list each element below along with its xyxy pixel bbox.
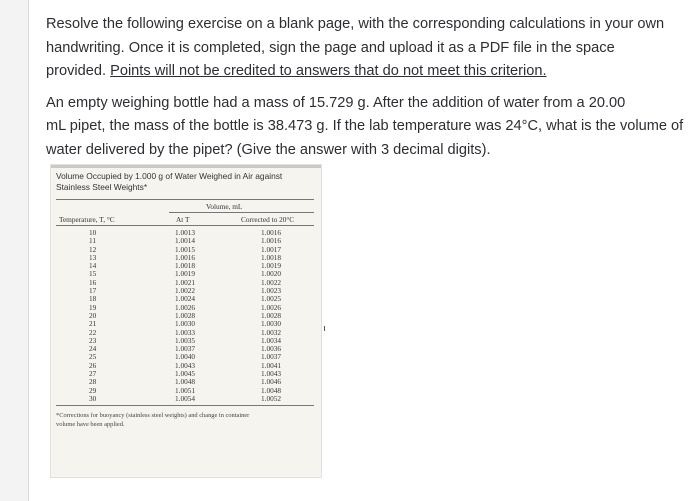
volume-corrected-cell: 1.0016	[261, 228, 282, 237]
table-title-line-2: Stainless Steel Weights*	[56, 182, 148, 192]
volume-corrected-cell: 1.0030	[261, 319, 282, 329]
question-prompt	[46, 13, 686, 162]
volume-at-t-cell: 1.0015	[175, 244, 196, 254]
volume-at-t-cell: 1.0016	[175, 252, 196, 262]
table-top-bar	[51, 165, 321, 168]
at-t-column	[175, 229, 195, 403]
volume-corrected-cell: 1.0037	[261, 352, 282, 362]
volume-at-t-cell: 1.0037	[175, 344, 196, 354]
instructions-line-2: handwriting. Once it is completed, sign the page and upload it as a PDF file in the space	[46, 39, 615, 56]
water-volume-table-image	[50, 164, 322, 478]
temperature-cell: 19	[89, 302, 97, 312]
volume-corrected-cell: 1.0034	[261, 335, 282, 345]
question-line-1: An empty weighing bottle had a mass of 15.729 g. After the addition of water from a 20.00	[46, 94, 626, 111]
table-footnote	[56, 411, 318, 429]
corrected-column	[261, 229, 281, 403]
volume-at-t-cell: 1.0051	[175, 385, 196, 395]
temperature-cell: 18	[89, 294, 97, 304]
volume-corrected-cell: 1.0020	[261, 269, 282, 279]
temperature-cell: 12	[89, 244, 97, 254]
table-top-rule	[56, 199, 314, 200]
temperature-cell: 15	[89, 269, 97, 279]
credit-criterion-note: Points will not be credited to answers that do not meet this criterion.	[110, 63, 547, 79]
temperature-column-header: Temperature, T, °C	[59, 215, 115, 224]
volume-corrected-cell: 1.0046	[261, 377, 282, 387]
volume-corrected-cell: 1.0018	[261, 252, 282, 262]
volume-at-t-cell: 1.0024	[175, 294, 196, 304]
volume-at-t-cell: 1.0035	[175, 335, 196, 345]
volume-at-t-cell: 1.0014	[175, 236, 196, 246]
volume-corrected-cell: 1.0022	[261, 277, 282, 287]
temperature-column	[89, 229, 96, 403]
volume-at-t-cell: 1.0045	[175, 369, 196, 379]
table-footnote-line-1: *Corrections for buoyancy (stainless steel weights) and change in container	[56, 412, 250, 419]
temperature-cell: 14	[89, 261, 97, 271]
question-line-3: water delivered by the pipet? (Give the answer with 3 decimal digits).	[46, 141, 491, 158]
volume-at-t-cell: 1.0019	[175, 269, 196, 279]
volume-corrected-cell: 1.0043	[261, 369, 282, 379]
volume-corrected-cell: 1.0041	[261, 360, 282, 370]
text-cursor-mark	[324, 326, 325, 331]
table-title	[56, 171, 316, 193]
volume-at-t-cell: 1.0048	[175, 377, 196, 387]
volume-at-t-cell: 1.0043	[175, 360, 196, 370]
volume-corrected-cell: 1.0048	[261, 385, 282, 395]
volume-at-t-cell: 1.0030	[175, 319, 196, 329]
volume-at-t-cell: 1.0021	[175, 277, 196, 287]
volume-at-t-cell: 1.0028	[175, 310, 196, 320]
temperature-cell: 22	[89, 327, 97, 337]
temperature-cell: 26	[89, 360, 97, 370]
volume-at-t-cell: 1.0040	[175, 352, 196, 362]
instructions-line-1: Resolve the following exercise on a blank page, with the corresponding calculations in your own	[46, 16, 665, 32]
table-title-line-1: Volume Occupied by 1.000 g of Water Weighed in Air against	[56, 171, 283, 181]
temperature-cell: 28	[89, 377, 97, 387]
volume-corrected-cell: 1.0016	[261, 236, 282, 246]
volume-corrected-cell: 1.0036	[261, 344, 282, 354]
volume-corrected-cell: 1.0023	[261, 286, 282, 296]
temperature-cell: 30	[89, 393, 97, 403]
temperature-cell: 21	[89, 319, 97, 329]
volume-corrected-cell: 1.0032	[261, 327, 282, 337]
temperature-cell: 20	[89, 310, 97, 320]
temperature-cell: 17	[89, 286, 97, 296]
temperature-cell: 16	[89, 277, 97, 287]
volume-corrected-cell: 1.0025	[261, 294, 282, 304]
temperature-cell: 10	[89, 228, 97, 237]
volume-corrected-cell: 1.0052	[261, 393, 282, 403]
volume-corrected-cell: 1.0017	[261, 244, 282, 254]
volume-at-t-cell: 1.0013	[175, 228, 196, 237]
volume-at-t-cell: 1.0022	[175, 286, 196, 296]
temperature-cell: 23	[89, 335, 97, 345]
volume-corrected-cell: 1.0026	[261, 302, 282, 312]
volume-corrected-cell: 1.0028	[261, 310, 282, 320]
table-bottom-rule	[56, 405, 314, 406]
volume-at-t-cell: 1.0033	[175, 327, 196, 337]
temperature-cell: 11	[89, 236, 97, 246]
question-line-2: mL pipet, the mass of the bottle is 38.473 g. If the lab temperature was 24°C, what is the volume of	[46, 118, 684, 134]
temperature-cell: 24	[89, 344, 97, 354]
temperature-cell: 13	[89, 252, 97, 262]
instructions-line-3-prefix: provided.	[46, 63, 111, 79]
volume-header: Volume, mL	[206, 202, 243, 211]
volume-at-t-cell: 1.0054	[175, 393, 196, 403]
at-t-column-header: At T	[176, 215, 190, 224]
volume-corrected-cell: 1.0019	[261, 261, 282, 271]
volume-header-rule	[169, 212, 314, 213]
temperature-cell: 25	[89, 352, 97, 362]
temperature-cell: 27	[89, 369, 97, 379]
volume-at-t-cell: 1.0018	[175, 261, 196, 271]
volume-at-t-cell: 1.0026	[175, 302, 196, 312]
table-footnote-line-2: volume have been applied.	[56, 421, 125, 428]
header-bottom-rule	[56, 225, 314, 226]
corrected-column-header: Corrected to 20°C	[241, 215, 295, 224]
temperature-cell: 29	[89, 385, 97, 395]
instructions-line-3	[46, 60, 686, 84]
